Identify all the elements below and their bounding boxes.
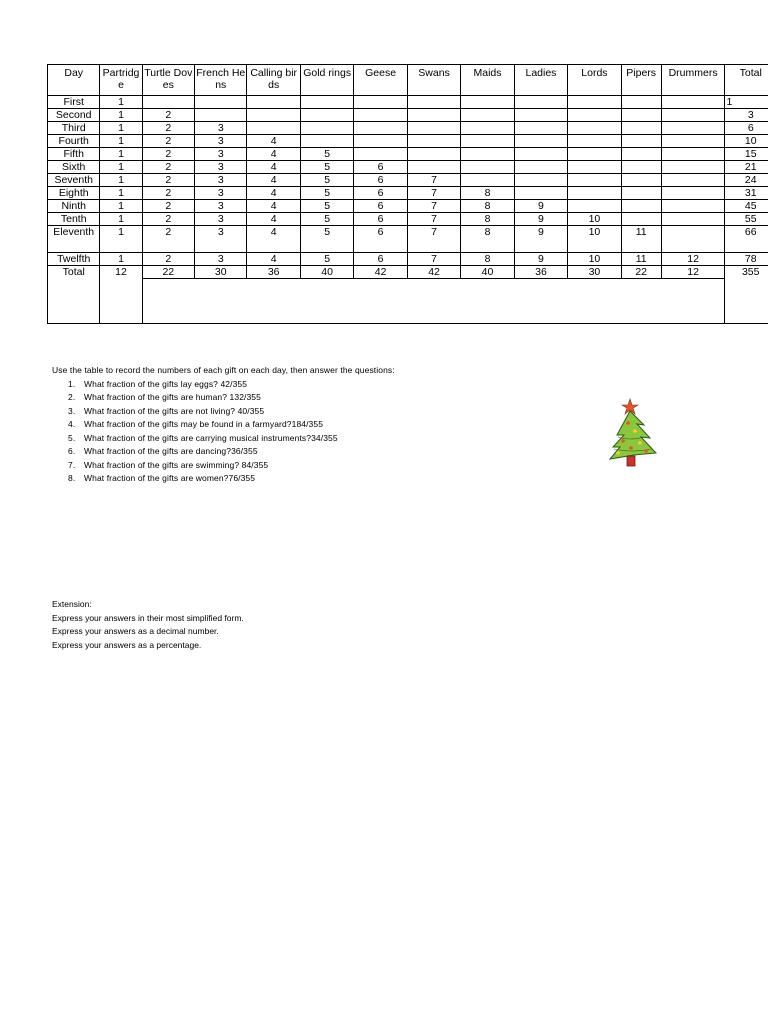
gift-count-cell (661, 200, 725, 213)
gift-count-cell: 4 (247, 135, 300, 148)
gift-count-cell (661, 122, 725, 135)
blank-answer-box (142, 279, 725, 324)
gift-count-cell: 5 (300, 213, 353, 226)
column-header: Day (48, 65, 100, 96)
gift-count-cell (354, 122, 407, 135)
gift-count-cell: 1 (100, 135, 142, 148)
gift-count-cell: 4 (247, 187, 300, 200)
gift-count-cell (461, 135, 514, 148)
gift-count-cell (514, 174, 567, 187)
gift-count-cell: 2 (142, 253, 194, 266)
gift-count-cell (461, 96, 514, 109)
table-row (48, 187, 768, 200)
row-total-cell: 10 (725, 135, 768, 148)
day-cell: Tenth (48, 213, 100, 226)
gift-count-cell: 7 (407, 213, 460, 226)
gift-count-cell (300, 96, 353, 109)
table-row (48, 109, 768, 122)
column-total-cell: 30 (568, 266, 621, 279)
gift-count-cell: 2 (142, 148, 194, 161)
gift-count-cell: 6 (354, 226, 407, 253)
gift-count-cell: 2 (142, 174, 194, 187)
gift-count-cell: 4 (247, 200, 300, 213)
question-text: What fraction of the gifts are not living? 40/355 (84, 405, 265, 416)
day-cell: Ninth (48, 200, 100, 213)
column-total-cell: 42 (354, 266, 407, 279)
row-total-cell: 78 (725, 253, 768, 266)
table-header-row (48, 65, 768, 96)
table-row (48, 96, 768, 109)
gift-count-cell (661, 213, 725, 226)
column-header: Geese (354, 65, 407, 96)
gift-count-cell (621, 122, 661, 135)
gift-count-cell (568, 135, 621, 148)
gift-count-cell: 7 (407, 253, 460, 266)
table-row (48, 226, 768, 253)
gift-count-cell: 10 (568, 213, 621, 226)
gift-count-cell: 5 (300, 161, 353, 174)
gift-count-cell (568, 200, 621, 213)
table-row (48, 135, 768, 148)
gift-count-cell (621, 213, 661, 226)
day-cell: Third (48, 122, 100, 135)
day-cell: Second (48, 109, 100, 122)
gift-count-cell: 11 (621, 253, 661, 266)
column-header: Lords (568, 65, 621, 96)
christmas-tree-icon (604, 393, 668, 473)
gift-count-cell: 5 (300, 253, 353, 266)
gift-count-cell (195, 96, 247, 109)
gift-count-cell (514, 148, 567, 161)
column-total-cell: 40 (300, 266, 353, 279)
gift-count-cell (195, 109, 247, 122)
gift-count-cell (514, 135, 567, 148)
question-item (68, 445, 395, 459)
question-number: 6. (68, 446, 76, 456)
gift-count-cell (300, 109, 353, 122)
gift-count-cell (514, 187, 567, 200)
gift-count-cell: 1 (100, 161, 142, 174)
question-item (68, 418, 395, 432)
column-total-cell: 36 (247, 266, 300, 279)
gift-count-cell (514, 109, 567, 122)
gift-count-cell (142, 96, 194, 109)
row-total-cell: 3 (725, 109, 768, 122)
gift-count-cell: 2 (142, 161, 194, 174)
gift-count-cell (661, 226, 725, 253)
gifts-table (47, 64, 768, 324)
question-number: 2. (68, 392, 76, 402)
gift-count-cell: 5 (300, 226, 353, 253)
column-total-cell: 12 (661, 266, 725, 279)
gift-count-cell (661, 187, 725, 200)
question-text: What fraction of the gifts are human? 132/355 (84, 392, 261, 402)
gift-count-cell: 1 (100, 187, 142, 200)
gift-count-cell: 7 (407, 200, 460, 213)
extension-line: Express your answers in their most simplified form. (52, 612, 244, 623)
day-cell: Fourth (48, 135, 100, 148)
question-text: What fraction of the gifts lay eggs? 42/355 (84, 378, 248, 389)
column-total-cell: 22 (621, 266, 661, 279)
gift-count-cell: 5 (300, 200, 353, 213)
gift-count-cell: 4 (247, 148, 300, 161)
gift-count-cell (568, 122, 621, 135)
gift-count-cell (621, 161, 661, 174)
gift-count-cell (661, 135, 725, 148)
extension-line: Express your answers as a decimal number. (52, 626, 219, 636)
gift-count-cell: 7 (407, 226, 460, 253)
gift-count-cell (621, 174, 661, 187)
extension-lines (52, 612, 244, 653)
column-header: Drummers (661, 65, 725, 96)
gift-count-cell (354, 135, 407, 148)
totals-row (48, 266, 768, 279)
gift-count-cell: 1 (100, 213, 142, 226)
day-cell: Eleventh (48, 226, 100, 253)
column-header: Total (725, 65, 768, 96)
gift-count-cell: 5 (300, 187, 353, 200)
gift-count-cell (247, 122, 300, 135)
extension-title: Extension: (52, 599, 92, 609)
gift-count-cell (300, 135, 353, 148)
gift-count-cell: 3 (195, 200, 247, 213)
question-item (68, 405, 395, 419)
gift-count-cell: 6 (354, 213, 407, 226)
question-item (68, 391, 395, 405)
gift-count-cell: 8 (461, 200, 514, 213)
question-number: 7. (68, 459, 76, 470)
table-row (48, 213, 768, 226)
gift-count-cell: 2 (142, 135, 194, 148)
question-list (52, 378, 395, 486)
gift-count-cell: 1 (100, 200, 142, 213)
gift-count-cell (661, 109, 725, 122)
row-total-cell: 66 (725, 226, 768, 253)
gift-count-cell: 3 (195, 187, 247, 200)
gift-count-cell: 1 (100, 109, 142, 122)
gift-count-cell (568, 96, 621, 109)
gift-count-cell (661, 174, 725, 187)
question-text: What fraction of the gifts are women?76/355 (84, 473, 256, 483)
blank-cell (48, 279, 100, 324)
gift-count-cell (461, 161, 514, 174)
gift-count-cell: 9 (514, 226, 567, 253)
gift-count-cell: 2 (142, 200, 194, 213)
gift-count-cell: 4 (247, 161, 300, 174)
gift-count-cell (407, 135, 460, 148)
gift-count-cell (461, 122, 514, 135)
day-cell: Seventh (48, 174, 100, 187)
row-total-cell: 6 (725, 122, 768, 135)
gift-count-cell (247, 109, 300, 122)
gift-count-cell (621, 135, 661, 148)
gift-count-cell: 8 (461, 226, 514, 253)
column-total-cell: 40 (461, 266, 514, 279)
column-header: Partridge (100, 65, 142, 96)
row-total-cell: 1 (725, 96, 768, 109)
table-row (48, 200, 768, 213)
gift-count-cell (568, 187, 621, 200)
column-total-cell: 30 (195, 266, 247, 279)
gift-count-cell: 5 (300, 174, 353, 187)
totals-label: Total (48, 266, 100, 279)
gift-count-cell (568, 161, 621, 174)
gift-count-cell: 2 (142, 213, 194, 226)
day-cell: Fifth (48, 148, 100, 161)
gift-count-cell: 1 (100, 122, 142, 135)
gift-count-cell (621, 148, 661, 161)
gift-count-cell (407, 96, 460, 109)
gift-count-cell: 9 (514, 213, 567, 226)
gift-count-cell: 3 (195, 213, 247, 226)
gift-count-cell: 2 (142, 226, 194, 253)
table-row (48, 253, 768, 266)
gift-count-cell (621, 200, 661, 213)
question-item (68, 378, 395, 392)
blank-cell (725, 279, 768, 324)
row-total-cell: 45 (725, 200, 768, 213)
question-text: What fraction of the gifts are dancing?36/355 (84, 446, 258, 456)
gift-count-cell (661, 148, 725, 161)
gift-count-cell: 3 (195, 148, 247, 161)
row-total-cell: 21 (725, 161, 768, 174)
gift-count-cell (407, 148, 460, 161)
gift-count-cell (354, 109, 407, 122)
gift-count-cell: 1 (100, 148, 142, 161)
question-text: What fraction of the gifts are swimming? 84/355 (84, 459, 269, 470)
gift-count-cell: 6 (354, 253, 407, 266)
column-total-cell: 36 (514, 266, 567, 279)
table-row (48, 122, 768, 135)
gift-count-cell (407, 161, 460, 174)
gift-count-cell: 9 (514, 200, 567, 213)
gift-count-cell: 3 (195, 253, 247, 266)
gift-count-cell: 7 (407, 174, 460, 187)
gift-count-cell: 4 (247, 226, 300, 253)
gift-count-cell: 8 (461, 213, 514, 226)
question-item (68, 459, 395, 473)
gift-count-cell (621, 187, 661, 200)
gift-count-cell: 2 (142, 109, 194, 122)
row-total-cell: 24 (725, 174, 768, 187)
gift-count-cell (514, 122, 567, 135)
gift-count-cell: 8 (461, 253, 514, 266)
question-item (68, 432, 395, 446)
table-row (48, 174, 768, 187)
column-header: Calling birds (247, 65, 300, 96)
day-cell: Eighth (48, 187, 100, 200)
blank-row (48, 279, 768, 324)
question-number: 4. (68, 419, 76, 429)
grand-total-cell: 355 (725, 266, 768, 279)
question-number: 1. (68, 378, 76, 389)
column-total-cell: 22 (142, 266, 194, 279)
column-total-cell: 42 (407, 266, 460, 279)
gift-count-cell (247, 96, 300, 109)
gift-count-cell (514, 161, 567, 174)
gift-count-cell: 4 (247, 213, 300, 226)
column-header: Swans (407, 65, 460, 96)
gift-count-cell: 6 (354, 174, 407, 187)
gift-count-cell: 6 (354, 161, 407, 174)
gift-count-cell: 8 (461, 187, 514, 200)
gift-count-cell (621, 96, 661, 109)
row-total-cell: 55 (725, 213, 768, 226)
day-cell: Sixth (48, 161, 100, 174)
instructions-text: Use the table to record the numbers of each gift on each day, then answer the questions: (52, 365, 395, 375)
question-text: What fraction of the gifts are carrying musical instruments?34/355 (84, 432, 338, 443)
column-header: Turtle Doves (142, 65, 194, 96)
gift-count-cell (514, 96, 567, 109)
column-header: Ladies (514, 65, 567, 96)
day-cell: First (48, 96, 100, 109)
gift-count-cell: 6 (354, 187, 407, 200)
table-row (48, 161, 768, 174)
gift-count-cell: 6 (354, 200, 407, 213)
gift-count-cell: 5 (300, 148, 353, 161)
gift-count-cell: 3 (195, 122, 247, 135)
gift-count-cell (568, 148, 621, 161)
gift-count-cell (568, 109, 621, 122)
column-header: French Hens (195, 65, 247, 96)
gift-count-cell: 1 (100, 253, 142, 266)
gift-count-cell: 10 (568, 226, 621, 253)
gift-count-cell (461, 148, 514, 161)
gift-count-cell: 12 (661, 253, 725, 266)
gift-count-cell: 11 (621, 226, 661, 253)
gift-count-cell: 9 (514, 253, 567, 266)
gift-count-cell: 3 (195, 135, 247, 148)
question-text: What fraction of the gifts may be found in a farmyard?184/355 (84, 419, 324, 429)
gift-count-cell (461, 109, 514, 122)
table-row (48, 148, 768, 161)
gift-count-cell: 2 (142, 122, 194, 135)
gift-count-cell (568, 174, 621, 187)
gift-count-cell: 10 (568, 253, 621, 266)
row-total-cell: 15 (725, 148, 768, 161)
gift-count-cell (407, 122, 460, 135)
gift-count-cell: 1 (100, 96, 142, 109)
row-total-cell: 31 (725, 187, 768, 200)
gift-count-cell: 2 (142, 187, 194, 200)
column-header: Gold rings (300, 65, 353, 96)
column-total-cell: 12 (100, 266, 142, 279)
gift-count-cell: 3 (195, 161, 247, 174)
question-number: 8. (68, 473, 76, 483)
gift-count-cell (407, 109, 460, 122)
extension-line: Express your answers as a percentage. (52, 639, 202, 650)
gift-count-cell (300, 122, 353, 135)
instructions-section (52, 364, 395, 486)
blank-cell (100, 279, 142, 324)
gift-count-cell: 3 (195, 226, 247, 253)
question-number: 5. (68, 432, 76, 443)
table-body (48, 96, 768, 324)
gift-count-cell (461, 174, 514, 187)
gift-count-cell (661, 161, 725, 174)
gift-count-cell: 1 (100, 226, 142, 253)
column-header: Maids (461, 65, 514, 96)
gift-count-cell (621, 109, 661, 122)
gift-count-cell: 3 (195, 174, 247, 187)
gift-count-cell: 7 (407, 187, 460, 200)
extension-section (52, 598, 244, 652)
gift-count-cell (661, 96, 725, 109)
day-cell: Twelfth (48, 253, 100, 266)
gift-count-cell (354, 96, 407, 109)
gift-count-cell: 1 (100, 174, 142, 187)
column-header: Pipers (621, 65, 661, 96)
question-number: 3. (68, 405, 76, 416)
gift-count-cell: 4 (247, 174, 300, 187)
gift-count-cell: 4 (247, 253, 300, 266)
gift-count-cell (354, 148, 407, 161)
question-item (68, 472, 395, 486)
